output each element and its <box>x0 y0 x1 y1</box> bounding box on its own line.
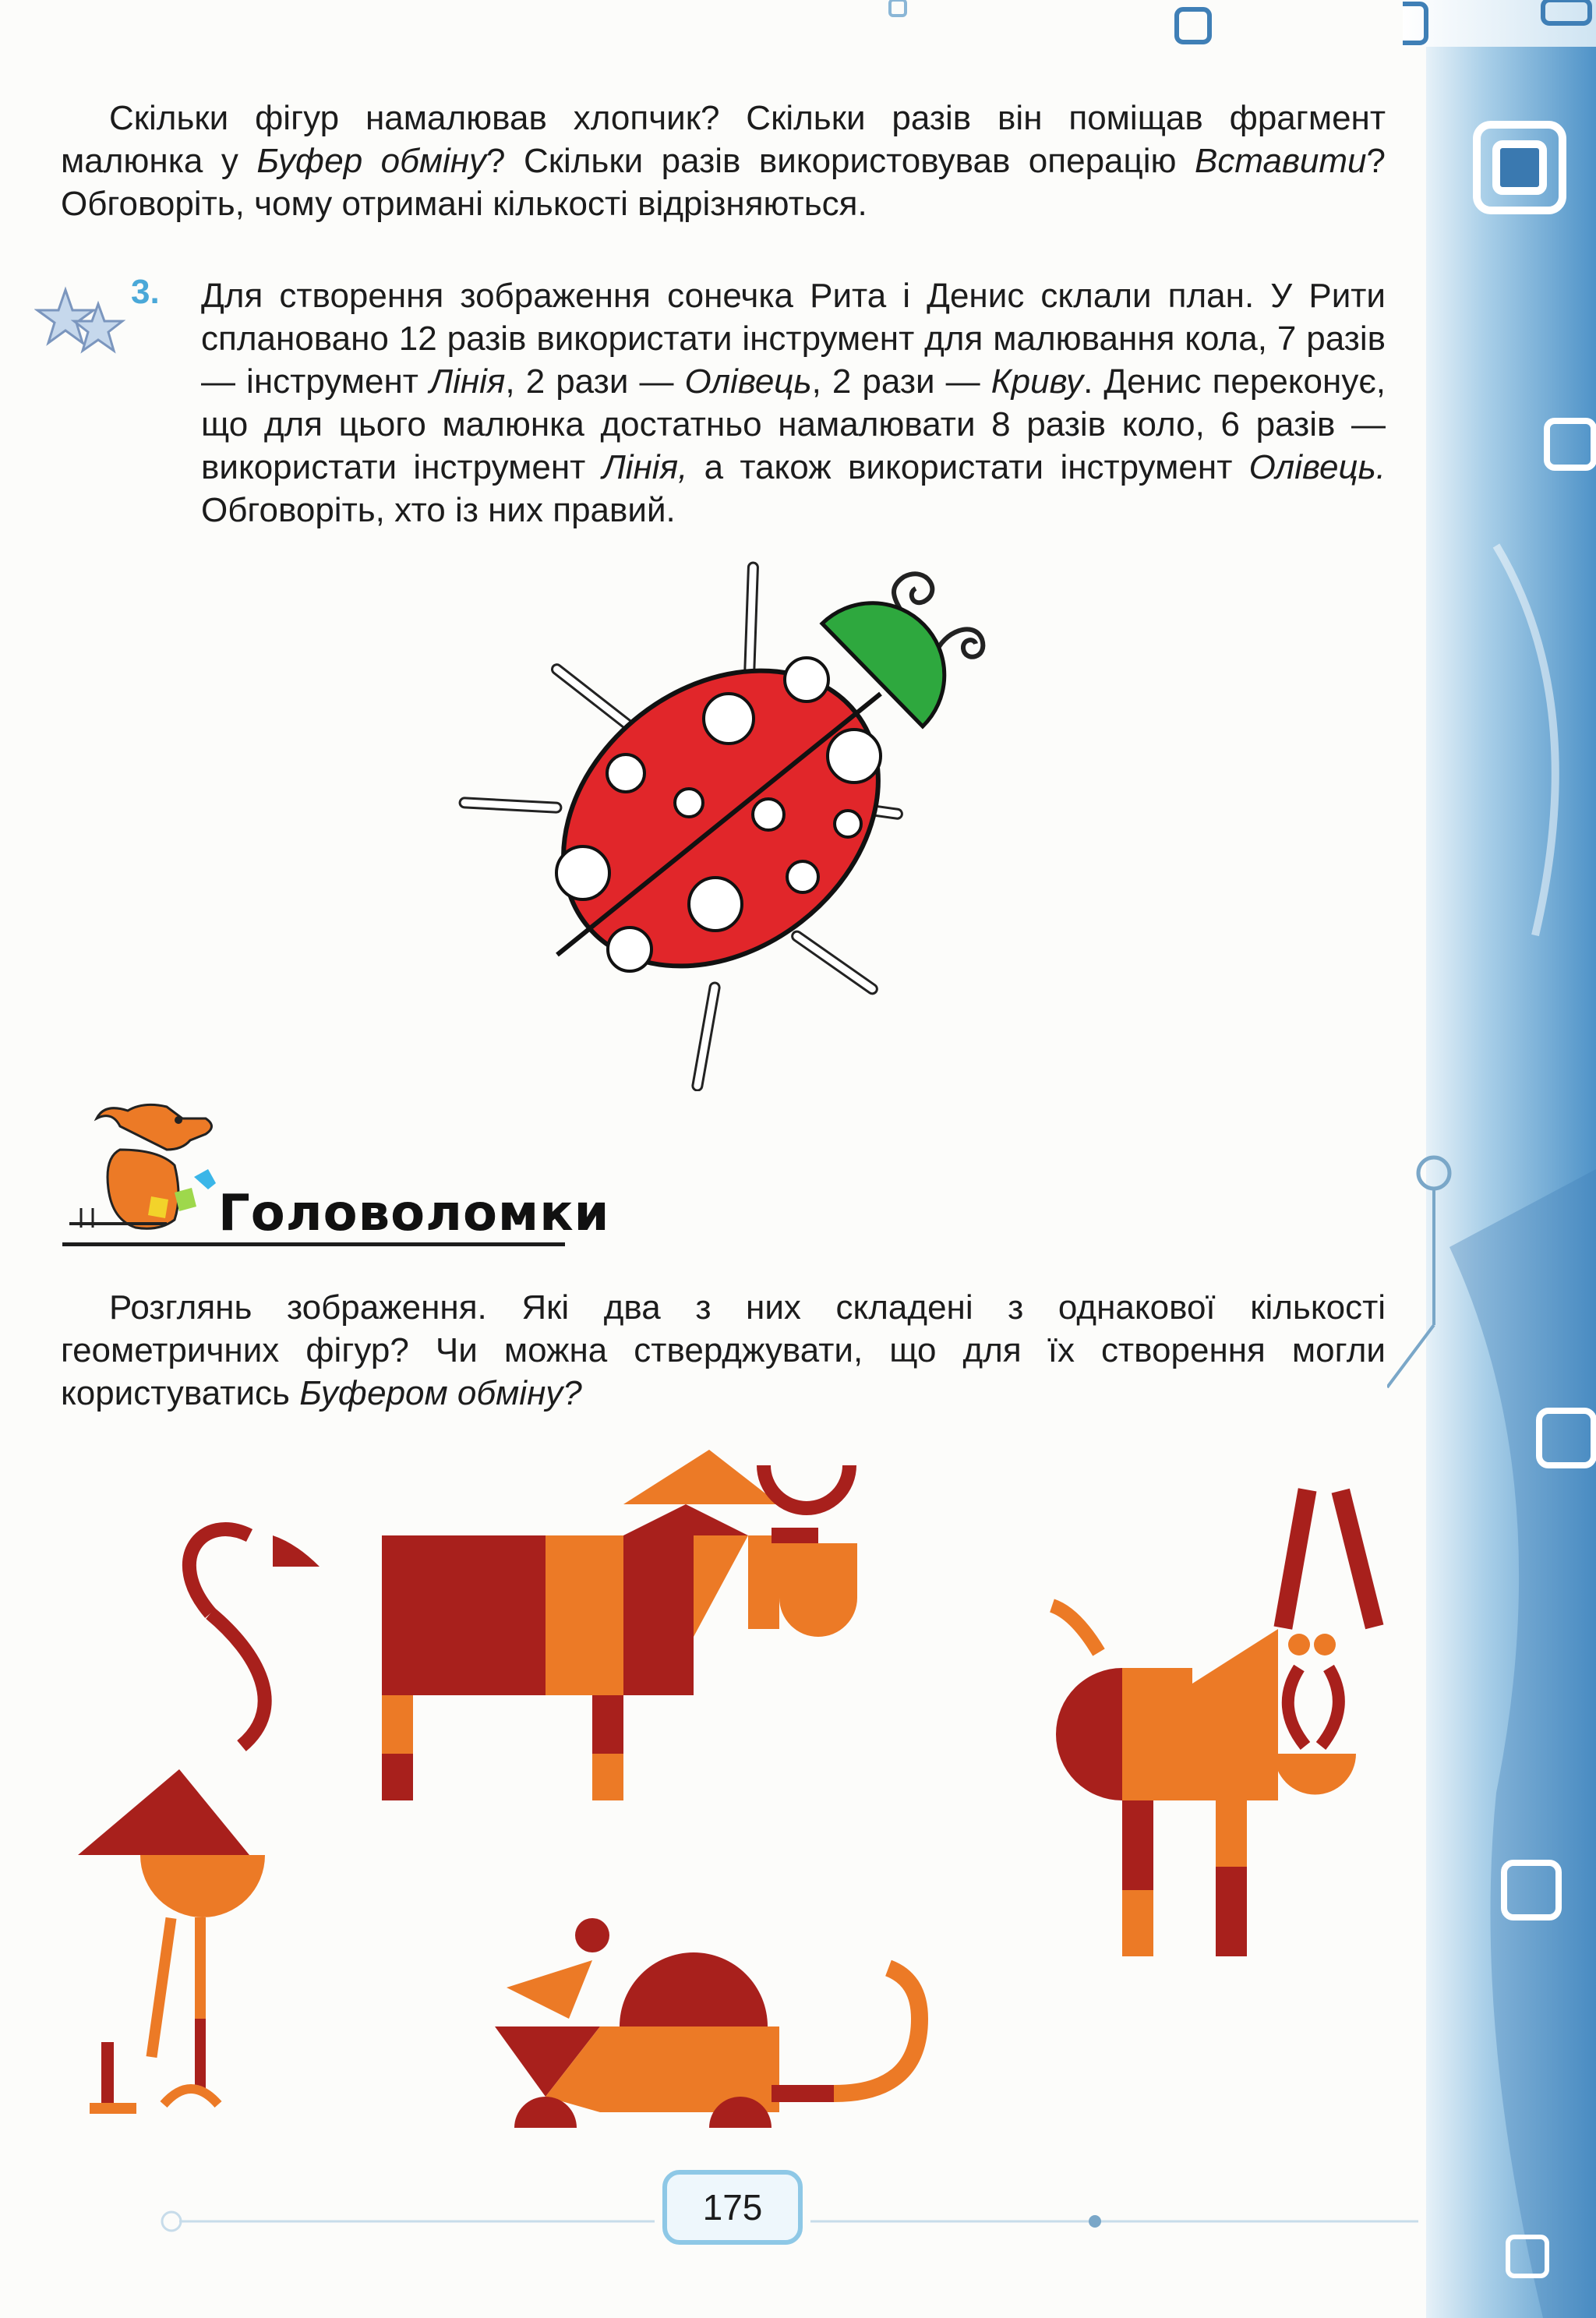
task3-italic-curve: Криву <box>990 362 1084 401</box>
intro-italic-clipboard: Буфер обміну <box>256 142 487 180</box>
puzzles-text-1: Розглянь зображення. Які два з них складені з однакової кількості геометричних фігур? Чи можна стверджувати, що для їх створення могли користуватись <box>61 1288 1386 1412</box>
geometric-animals-illustration <box>62 1450 1403 2151</box>
task3-text-5: а також використати інструмент <box>687 448 1249 486</box>
task-number: 3. <box>131 273 160 311</box>
puzzles-paragraph <box>61 1286 1386 1415</box>
intro-paragraph <box>61 97 1386 225</box>
donkey-figure <box>1052 1488 1383 1956</box>
intro-italic-paste: Вставити <box>1194 142 1367 180</box>
heading-underline <box>62 1242 565 1246</box>
top-square-decoration <box>873 0 1278 55</box>
task3-text-2: , 2 рази — <box>505 362 685 401</box>
page-number: 175 <box>662 2170 803 2245</box>
puzzle-dog-mascot-icon <box>65 1103 229 1247</box>
task3-italic-line: Лінія <box>429 362 506 401</box>
flamingo-figure <box>78 1529 320 2108</box>
puzzles-italic-clipboard: Буфером обміну? <box>299 1374 582 1412</box>
intro-text-2: ? Скільки разів використовував операцію <box>486 142 1195 180</box>
puzzles-heading: Головоломки <box>218 1185 610 1242</box>
difficulty-stars-icon <box>34 282 128 360</box>
task3-text-6: Обговоріть, хто із них правий. <box>201 491 676 529</box>
task3-text-1: Для створення зображення сонечка Рита і Денис склали план. У Рити сплановано 12 разів використати інструмент для малювання кола, 7 разів — інструмент <box>201 277 1386 401</box>
mouse-figure <box>495 1918 920 2128</box>
task3-text-4: . Денис переконує, що для цього малюнка достатньо намалювати 8 разів коло, 6 разів — використати інструмент <box>201 362 1386 486</box>
task3-italic-pencil: Олівець <box>684 362 812 401</box>
intro-text-1: Скільки фігур намалював хлопчик? Скільки разів він поміщав фрагмент малюнка у <box>61 99 1386 180</box>
task3-italic-line-2: Лінія, <box>602 448 688 486</box>
intro-text-3: ? Обговоріть, чому отримані кількості відрізняються. <box>61 142 1386 223</box>
ladybug-illustration <box>436 546 1029 1091</box>
task3-paragraph <box>201 274 1386 532</box>
task3-italic-pencil-2: Олівець. <box>1248 448 1386 486</box>
cow-figure <box>382 1450 857 1800</box>
task3-text-3: , 2 рази — <box>811 362 991 401</box>
